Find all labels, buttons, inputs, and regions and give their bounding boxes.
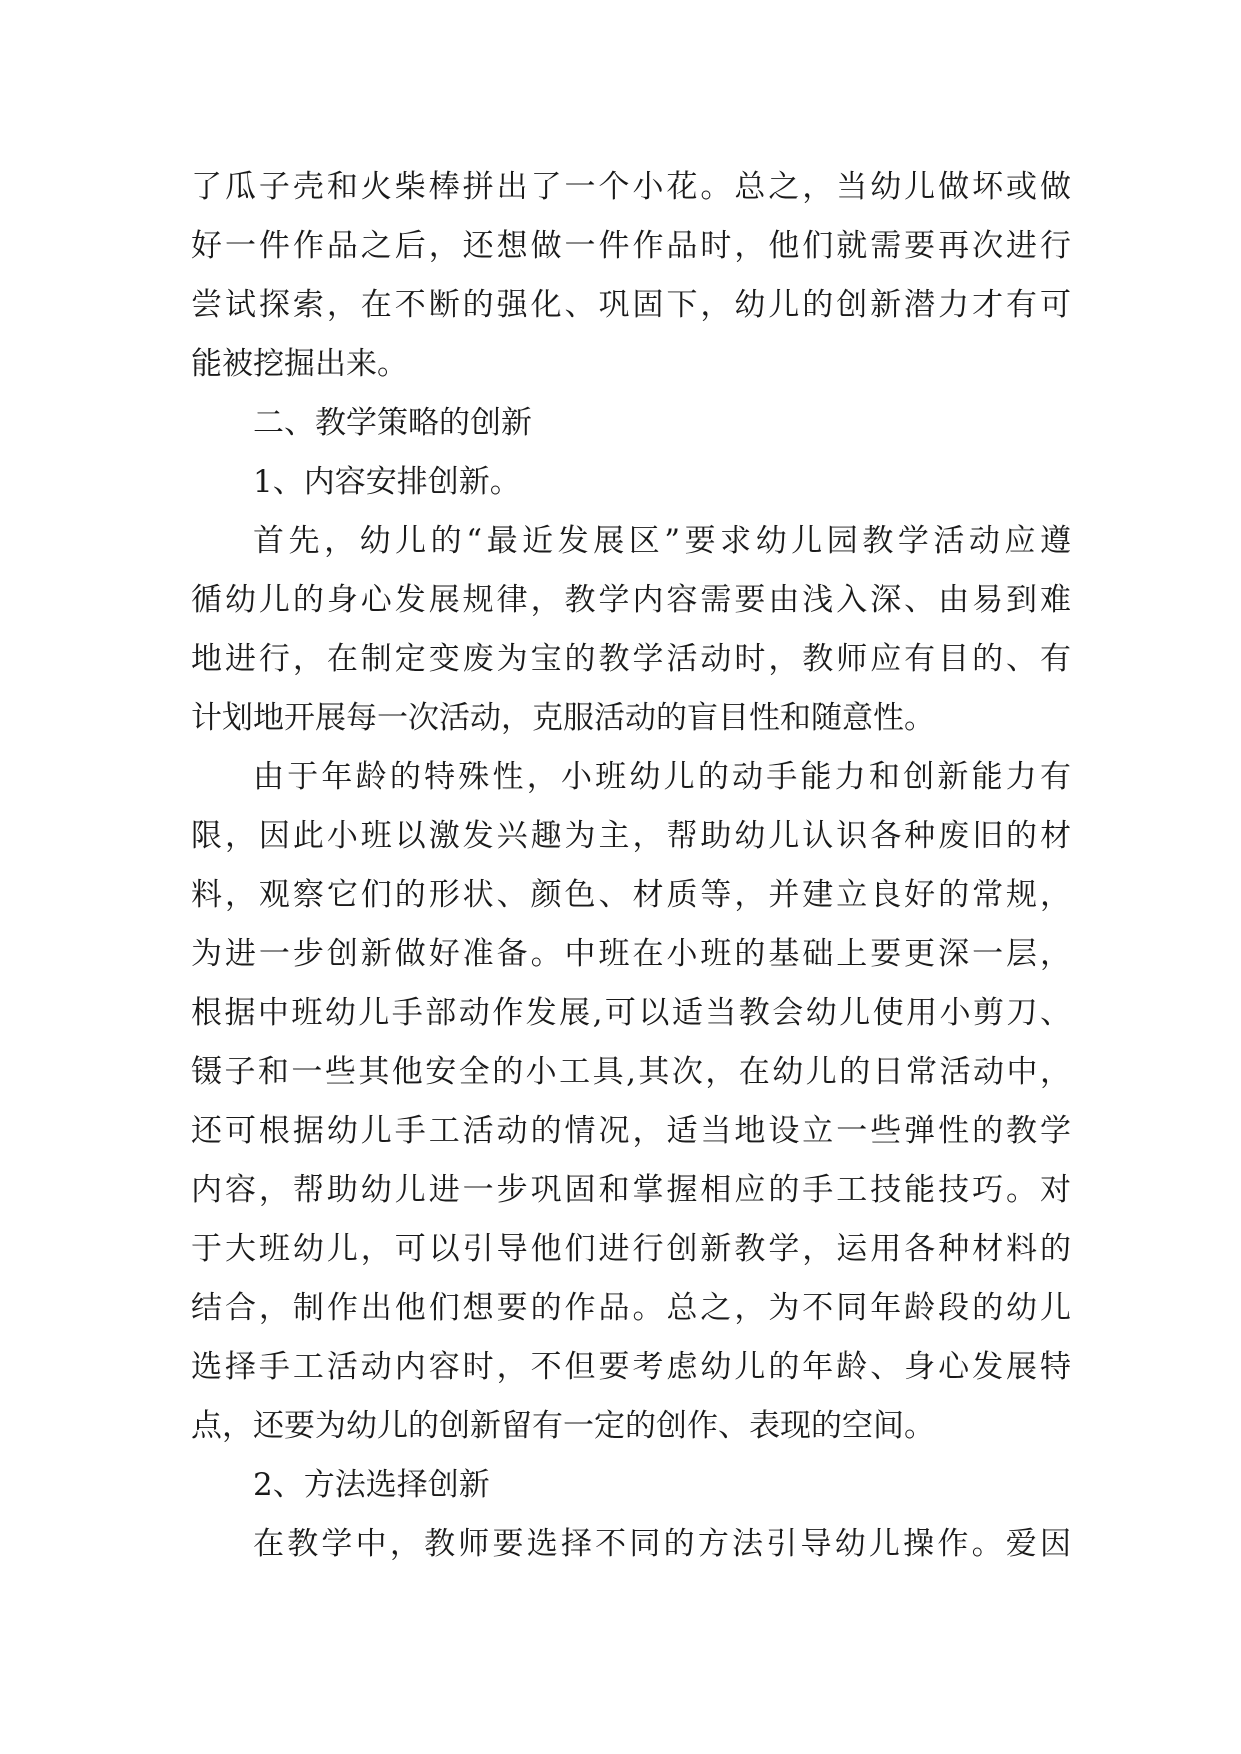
text-line: 循幼儿的身心发展规律，教学内容需要由浅入深、由易到难 — [191, 582, 1071, 618]
section-heading: 二、教学策略的创新 — [253, 405, 532, 441]
text-line: 结合，制作出他们想要的作品。总之，为不同年龄段的幼儿 — [191, 1290, 1071, 1326]
text-line: 内容，帮助幼儿进一步巩固和掌握相应的手工技能技巧。对 — [191, 1172, 1071, 1208]
text-line: 尝试探索，在不断的强化、巩固下，幼儿的创新潜力才有可 — [191, 287, 1071, 323]
text-line: 选择手工活动内容时，不但要考虑幼儿的年龄、身心发展特 — [191, 1349, 1071, 1385]
text-line: 好一件作品之后，还想做一件作品时，他们就需要再次进行 — [191, 228, 1071, 264]
text-line: 计划地开展每一次活动，克服活动的盲目性和随意性。 — [191, 700, 935, 736]
text-line: 还可根据幼儿手工活动的情况，适当地设立一些弹性的教学 — [191, 1113, 1071, 1149]
text-line: 地进行，在制定变废为宝的教学活动时，教师应有目的、有 — [191, 641, 1071, 677]
text-line: 镊子和一些其他安全的小工具,其次，在幼儿的日常活动中， — [191, 1054, 1071, 1090]
paragraph-first-line: 在教学中，教师要选择不同的方法引导幼儿操作。爱因 — [253, 1526, 1071, 1562]
document-body — [191, 158, 1071, 1574]
text-line: 料，观察它们的形状、颜色、材质等，并建立良好的常规， — [191, 877, 1071, 913]
paragraph-first-line: 首先，幼儿的“最近发展区”要求幼儿园教学活动应遵 — [253, 523, 1071, 559]
text-line: 了瓜子壳和火柴棒拼出了一个小花。总之，当幼儿做坏或做 — [191, 169, 1071, 205]
text-line: 于大班幼儿，可以引导他们进行创新教学，运用各种材料的 — [191, 1231, 1071, 1267]
subsection-heading: 1、内容安排创新。 — [253, 464, 521, 500]
text-line: 为进一步创新做好准备。中班在小班的基础上要更深一层， — [191, 936, 1071, 972]
text-line: 限，因此小班以激发兴趣为主，帮助幼儿认识各种废旧的材 — [191, 818, 1071, 854]
text-line: 点，还要为幼儿的创新留有一定的创作、表现的空间。 — [191, 1408, 935, 1444]
subsection-heading: 2、方法选择创新 — [253, 1467, 490, 1503]
text-line: 能被挖掘出来。 — [191, 346, 408, 382]
paragraph-first-line: 由于年龄的特殊性，小班幼儿的动手能力和创新能力有 — [253, 759, 1071, 795]
text-line: 根据中班幼儿手部动作发展,可以适当教会幼儿使用小剪刀、 — [191, 995, 1071, 1031]
